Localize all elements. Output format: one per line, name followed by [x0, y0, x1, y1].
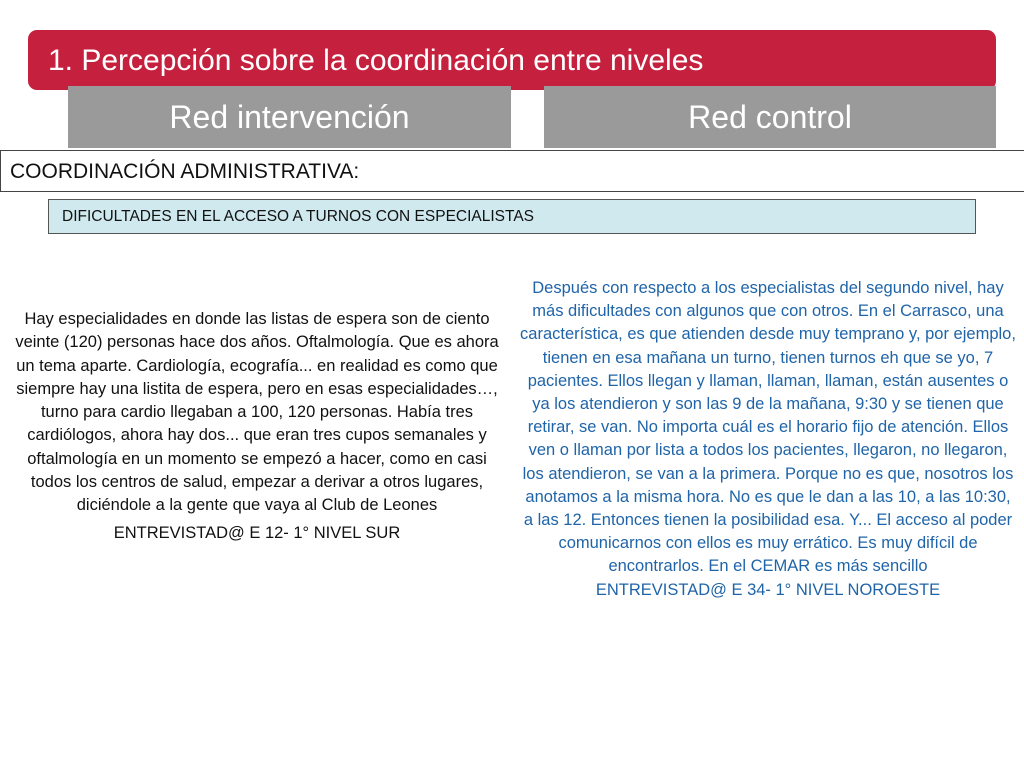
- column-header-red-control: Red control: [544, 86, 996, 148]
- subtitle: DIFICULTADES EN EL ACCESO A TURNOS CON ESPECIALISTAS: [62, 208, 535, 225]
- subtitle-box: [48, 199, 976, 234]
- column-header-red-intervencion: Red intervención: [68, 86, 511, 148]
- left-quote-citation: ENTREVISTAD@ E 12- 1° NIVEL SUR: [113, 523, 401, 542]
- left-quote-text: Hay especialidades en donde las listas de espera son de ciento veinte (120) personas hace dos años. Oftalmología. Que es ahora un tema aparte. Cardiología, ecografía... en realidad es como que siempre hay una listita de espera, pero en esas especialidades…, turno para cardio llegaban a 100, 120 personas. Había tres cardiólogos, ahora hay dos... que eran tres cupos semanales y oftalmología en un momento se empezó a hacer, como en casi todos los centros de salud, empezar a derivar a otros lugares, diciéndole a la gente que vaya al Club de Leones: [15, 310, 499, 515]
- left-quote: [10, 308, 504, 545]
- right-quote-text: Después con respecto a los especialistas del segundo nivel, hay más dificultades con algunos que con otros. En el Carrasco, una característica, es que atienden desde muy temprano y, por ejemplo, tienen en esa mañana un turno, tienen turnos eh que se yo, 7 pacientes. Ellos llegan y llaman, llaman, llaman, están ausentes o ya los atendieron y son las 9 de la mañana, 9:30 y se tienen que retirar, se van. No importa cuál es el horario fijo de atención. Ellos ven o llaman por lista a todos los pacientes, llegaron, no llegaron, los atendieron, se van a la primera. Porque no es que, nosotros los anotamos a la misma hora. No es que le dan a las 10, a las 10:30, a las 12. Entonces tienen la posibilidad esa. Y... El acceso al poder comunicarnos con ellos es muy errático. Es muy difícil de encontrarlos. En el CEMAR es más sencillo: [520, 279, 1016, 576]
- right-quote: [520, 277, 1016, 602]
- right-quote-citation: ENTREVISTAD@ E 34- 1° NIVEL NOROESTE: [595, 580, 941, 599]
- section-label: COORDINACIÓN ADMINISTRATIVA:: [10, 160, 360, 183]
- slide-title: 1. Percepción sobre la coordinación entre niveles: [48, 44, 704, 77]
- section-label-box: [0, 150, 1024, 192]
- title-bar: [28, 30, 996, 90]
